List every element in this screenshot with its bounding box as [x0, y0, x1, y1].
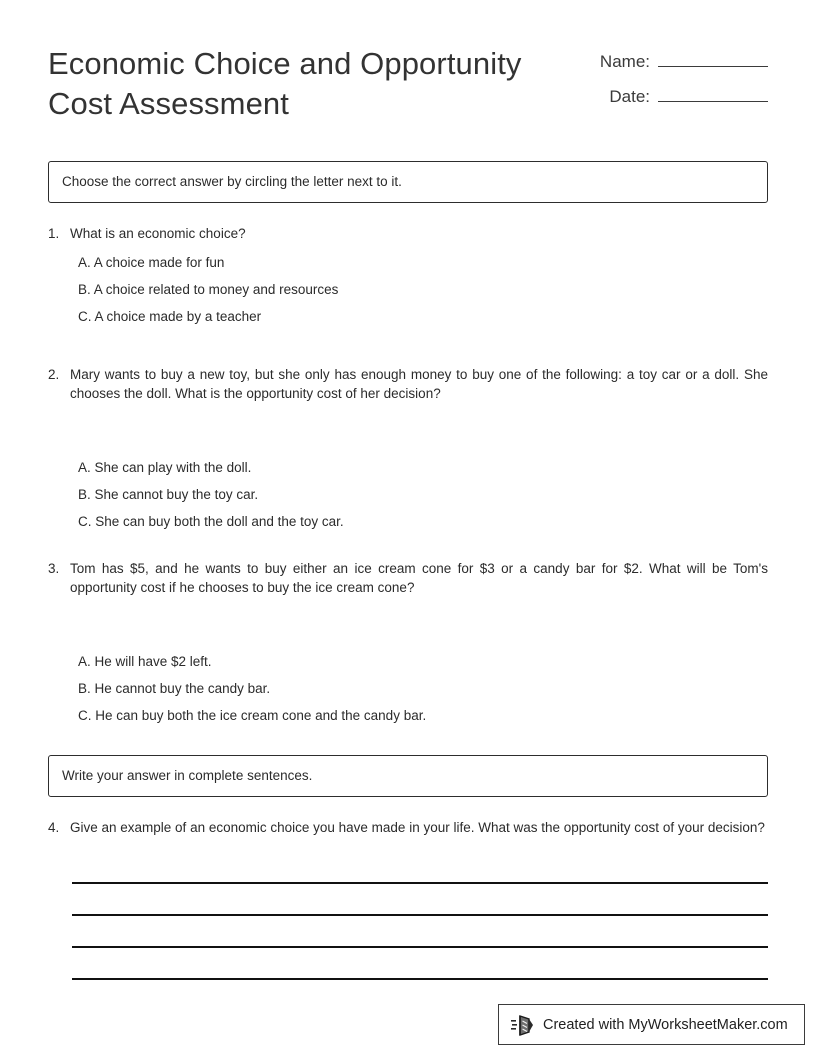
question-3-number: 3. [48, 561, 60, 576]
question-3-row [48, 560, 768, 597]
question-3-options [48, 653, 768, 725]
worksheet-header [48, 44, 768, 124]
question-2-row [48, 366, 768, 403]
question-4 [48, 819, 768, 838]
question-1-options [48, 254, 768, 326]
answer-lines [72, 882, 768, 980]
answer-line-1[interactable] [72, 882, 768, 884]
option-3-c[interactable]: C. He can buy both the ice cream cone and the candy bar. [78, 708, 427, 723]
answer-line-2[interactable] [72, 914, 768, 916]
date-input-line[interactable] [658, 85, 768, 102]
myworksheetmaker-logo-icon [511, 1014, 535, 1036]
page-title: Economic Choice and Opportunity Cost Assessment [48, 46, 522, 121]
question-3-text: Tom has $5, and he wants to buy either an ice cream cone for $3 or a candy bar for $2. What will be Tom's opportunity cost if he chooses to buy the ice cream cone? [70, 561, 768, 595]
question-2-number: 2. [48, 367, 60, 382]
question-1 [48, 225, 768, 326]
footer-attribution-text: Created with MyWorksheetMaker.com [543, 1016, 788, 1033]
instruction-box-written-response: Write your answer in complete sentences. [48, 755, 768, 797]
name-label: Name: [599, 52, 650, 71]
option-2-b[interactable]: B. She cannot buy the toy car. [78, 487, 259, 502]
question-3 [48, 560, 768, 725]
question-4-number: 4. [48, 820, 60, 835]
question-2-options [48, 459, 768, 531]
option-1-c[interactable]: C. A choice made by a teacher [78, 308, 262, 324]
question-4-row [48, 819, 768, 838]
option-3-b[interactable]: B. He cannot buy the candy bar. [78, 681, 271, 696]
name-date-block [600, 50, 768, 120]
option-2-c[interactable]: C. She can buy both the doll and the toy car. [78, 514, 344, 529]
option-2-a[interactable]: A. She can play with the doll. [78, 460, 252, 475]
option-1-b[interactable]: B. A choice related to money and resources [78, 281, 339, 297]
name-input-line[interactable] [658, 50, 768, 67]
option-1-a[interactable]: A. A choice made for fun [78, 254, 225, 270]
instruction-box-multiple-choice: Choose the correct answer by circling the letter next to it. [48, 161, 768, 203]
footer-attribution-badge[interactable] [498, 1004, 805, 1045]
answer-line-3[interactable] [72, 946, 768, 948]
question-1-text: What is an economic choice? [70, 226, 246, 241]
name-row [600, 50, 768, 72]
question-2-text: Mary wants to buy a new toy, but she only has enough money to buy one of the following: a toy car or a doll. She chooses the doll. What is the opportunity cost of her decision? [70, 367, 768, 401]
option-3-a[interactable]: A. He will have $2 left. [78, 654, 212, 669]
date-row [600, 85, 768, 107]
answer-line-4[interactable] [72, 978, 768, 980]
question-1-number: 1. [48, 226, 60, 241]
question-2 [48, 366, 768, 531]
date-label: Date: [609, 87, 650, 106]
question-1-row [48, 225, 768, 244]
question-4-text: Give an example of an economic choice you have made in your life. What was the opportunity cost of your decision? [70, 820, 765, 835]
